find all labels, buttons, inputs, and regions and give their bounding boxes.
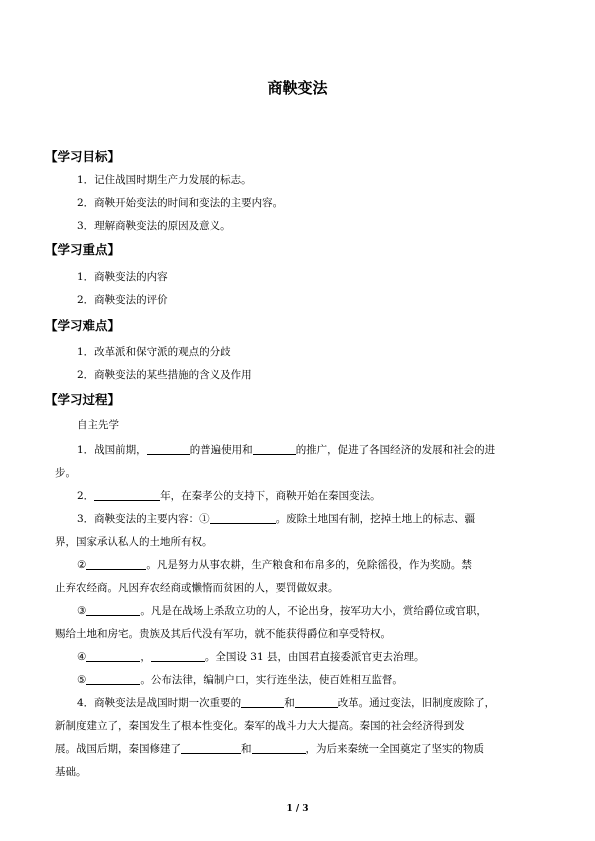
question-3-2-continuation: 止弃农经商。凡因弃农经商或懒惰而贫困的人，要罚做奴隶。 — [55, 582, 339, 594]
text: ③ — [77, 605, 87, 617]
text: ④ — [77, 651, 87, 663]
page-title: 商鞅变法 — [267, 79, 328, 97]
key-point-item: 2．商鞅变法的评价 — [77, 294, 168, 306]
question-3-2-line — [77, 558, 472, 572]
text: 改革。通过变法，旧制度废除了， — [337, 697, 496, 709]
fill-blank[interactable] — [147, 443, 190, 455]
question-3-3-line — [77, 604, 487, 618]
question-3-line — [77, 512, 475, 526]
text: ② — [77, 559, 87, 571]
fill-blank[interactable] — [253, 443, 296, 455]
question-4-line-3 — [55, 742, 484, 756]
question-4-line-4: 基础。 — [55, 766, 87, 778]
question-1-line — [77, 443, 495, 457]
text: 和 — [241, 743, 252, 755]
question-4-line — [77, 696, 495, 710]
section-heading-process: 【学习过程】 — [45, 392, 121, 407]
text: 2． — [77, 490, 95, 502]
page-number: 1 / 3 — [286, 804, 309, 814]
fill-blank[interactable] — [295, 696, 338, 708]
text: 和 — [284, 697, 295, 709]
key-point-item: 1．商鞅变法的内容 — [77, 271, 168, 283]
text: ⑤ — [77, 674, 87, 686]
question-4-continuation: 新制度建立了，秦国发生了根本性变化。秦军的战斗力大大提高。秦国的社会经济得到发 — [55, 720, 465, 732]
text: ，为后来秦统一全国奠定了坚实的物质 — [305, 743, 484, 755]
section-heading-goals: 【学习目标】 — [45, 149, 121, 164]
difficulty-item: 1．改革派和保守派的观点的分歧 — [77, 346, 231, 358]
goal-item: 1．记住战国时期生产力发展的标志。 — [77, 174, 252, 186]
question-3-4-line — [77, 650, 424, 664]
text: 的推广，促进了各国经济的发展和社会的进 — [295, 444, 496, 456]
section-heading-key-points: 【学习重点】 — [45, 242, 121, 257]
question-3-3-continuation: 赐给土地和房宅。贵族及其后代没有军功，就不能获得爵位和享受特权。 — [55, 628, 391, 640]
fill-blank[interactable] — [210, 512, 276, 524]
text: 。凡是努力从事农耕，生产粮食和布帛多的，免除徭役，作为奖励。禁 — [146, 559, 472, 571]
goal-item: 3．理解商鞅变法的原因及意义。 — [77, 220, 231, 232]
fill-blank[interactable] — [151, 650, 205, 662]
text: 。全国设 31 县，由国君直接委派官吏去治理。 — [204, 651, 425, 663]
difficulty-item: 2．商鞅变法的某些措施的含义及作用 — [77, 369, 252, 381]
text: 1．战国前期， — [77, 444, 147, 456]
fill-blank[interactable] — [94, 489, 160, 501]
text: 。公布法律，编制户口，实行连坐法，使百姓相互监督。 — [140, 674, 403, 686]
fill-blank[interactable] — [86, 604, 140, 616]
fill-blank[interactable] — [181, 742, 241, 754]
question-3-5-line — [77, 673, 403, 687]
text: 。废除土地国有制，挖掉土地上的标志、疆 — [275, 513, 476, 525]
section-heading-difficulties: 【学习难点】 — [45, 318, 121, 333]
fill-blank[interactable] — [241, 696, 284, 708]
question-2-line — [77, 489, 381, 503]
text: 年，在秦孝公的支持下，商鞅开始在秦国变法。 — [160, 490, 381, 502]
goal-item: 2．商鞅开始变法的时间和变法的主要内容。 — [77, 197, 284, 209]
text: 展。战国后期，秦国修建了 — [55, 743, 181, 755]
text: 3．商鞅变法的主要内容：① — [77, 513, 210, 525]
fill-blank[interactable] — [86, 650, 140, 662]
question-3-continuation: 界，国家承认私人的土地所有权。 — [55, 536, 213, 548]
fill-blank[interactable] — [86, 558, 146, 570]
text: ， — [140, 651, 151, 663]
text: 的普遍使用和 — [189, 444, 253, 456]
fill-blank[interactable] — [252, 742, 306, 754]
process-intro: 自主先学 — [77, 419, 119, 431]
text: 。凡是在战场上杀敌立功的人，不论出身，按军功大小，赏给爵位或官职， — [140, 605, 487, 617]
text: 4．商鞅变法是战国时期一次重要的 — [77, 697, 242, 709]
question-1-continuation: 步。 — [55, 467, 76, 479]
fill-blank[interactable] — [86, 673, 140, 685]
